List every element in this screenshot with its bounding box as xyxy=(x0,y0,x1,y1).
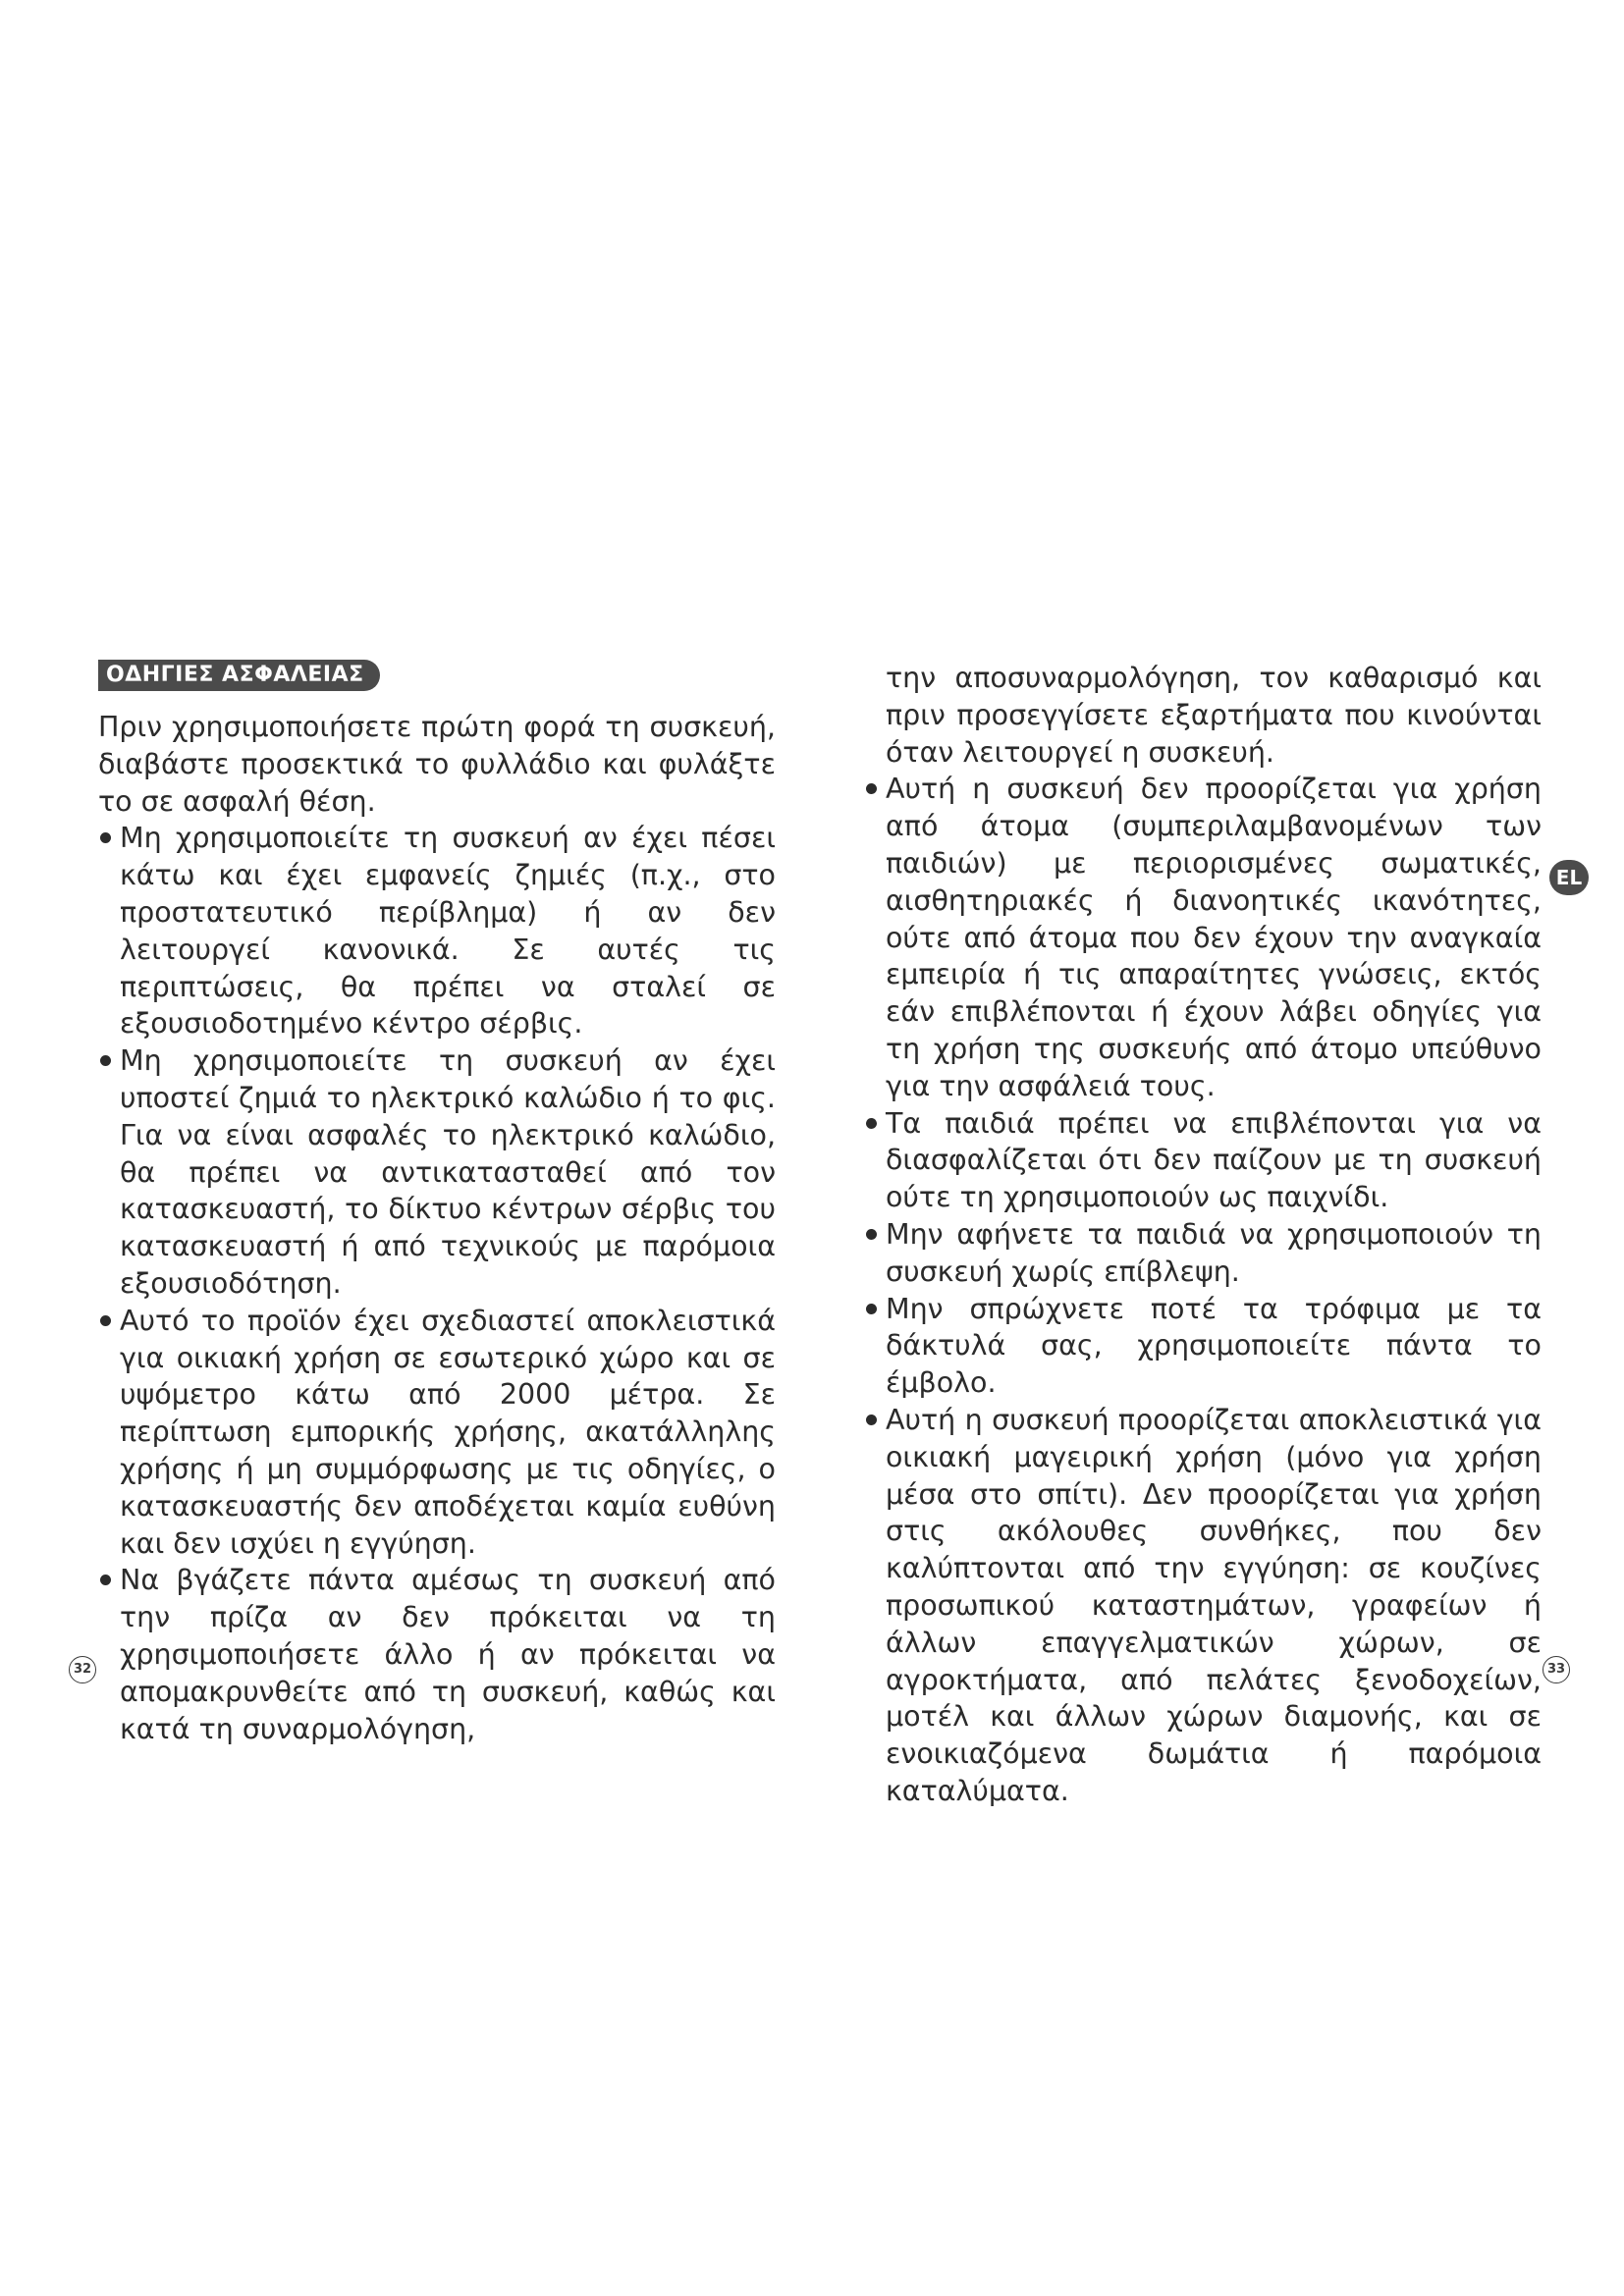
intro-paragraph: Πριν χρησιμοποιήσετε πρώτη φορά τη συσκευή, διαβάστε προσεκτικά το φυλλάδιο και φυλάξτε το σε ασφαλή θέση. xyxy=(98,711,776,818)
list-item: Αυτή η συσκευή δεν προορίζεται για χρήση από άτομα (συμπεριλαμβανομένων των παιδιών) με περιορισμένες σωματικές, αισθητηριακές ή διανοητικές ικανότητες, ούτε από άτομα που δεν έχουν την αναγκαία εμπειρία ή τις απαραίτητες γνώσεις, εκτός εάν επιβλέπονται ή έχουν λάβει οδηγίες για τη χρήση της συσκευής από άτομο υπεύθυνο για την ασφάλειά τους. xyxy=(864,771,1542,1104)
continuation-paragraph: την αποσυναρμολόγηση, τον καθαρισμό και πριν προσεγγίσετε εξαρτήματα που κινούνται όταν λειτουργεί η συσκευή. xyxy=(886,662,1542,769)
list-item: Μη χρησιμοποιείτε τη συσκευή αν έχει πέσει κάτω και έχει εμφανείς ζημιές (π.χ., στο προστατευτικό περίβλημα) ή αν δεν λειτουργεί κανονικά. Σε αυτές τις περιπτώσεις, θα πρέπει να σταλεί σε εξουσιοδοτημένο κέντρο σέρβις. xyxy=(98,820,776,1042)
list-item: Μην αφήνετε τα παιδιά να χρησιμοποιούν τη συσκευή χωρίς επίβλεψη. xyxy=(864,1216,1542,1291)
left-column xyxy=(98,709,776,1747)
list-item: Αυτή η συσκευή προορίζεται αποκλειστικά για οικιακή μαγειρική χρήση (μόνο για χρήση μέσα στο σπίτι). Δεν προορίζεται για χρήση στις ακόλουθες συνθήκες, που δεν καλύπτονται από την εγγύηση: σε κουζίνες προσωπικού καταστημάτων, γραφείων ή άλλων επαγγελματικών χώρων, σε αγροκτήματα, από πελάτες ξενοδοχείων, μοτέλ και άλλων χώρων διαμονής, και σε ενοικιαζόμενα δωμάτια ή παρόμοια καταλύματα. xyxy=(864,1402,1542,1810)
language-tab: EL xyxy=(1549,860,1589,895)
list-item: Μη χρησιμοποιείτε τη συσκευή αν έχει υποστεί ζημιά το ηλεκτρικό καλώδιο ή το φις. Για να είναι ασφαλές το ηλεκτρικό καλώδιο, θα πρέπει να αντικατασταθεί από τον κατασκευαστή, το δίκτυο κέντρων σέρβις του κατασκευαστή ή από τεχνικούς με παρόμοια εξουσιοδότηση. xyxy=(98,1042,776,1303)
right-bullet-list xyxy=(864,771,1542,1809)
list-item: Να βγάζετε πάντα αμέσως τη συσκευή από την πρίζα αν δεν πρόκειται να τη χρησιμοποιήσετε άλλο ή αν πρόκειται να απομακρυνθείτε από τη συσκευή, καθώς και κατά τη συναρμολόγηση, xyxy=(98,1562,776,1747)
left-bullet-list xyxy=(98,820,776,1747)
page-number-right: 33 xyxy=(1543,1656,1570,1683)
list-item: Αυτό το προϊόν έχει σχεδιαστεί αποκλειστικά για οικιακή χρήση σε εσωτερικό χώρο και σε υψόμετρο κάτω από 2000 μέτρα. Σε περίπτωση εμπορικής χρήσης, ακατάλληλης χρήσης ή μη συμμόρφωσης με τις οδηγίες, ο κατασκευαστής δεν αποδέχεται καμία ευθύνη και δεν ισχύει η εγγύηση. xyxy=(98,1303,776,1563)
page-number-left: 32 xyxy=(69,1656,96,1683)
section-heading: ΟΔΗΓΙΕΣ ΑΣΦΑΛΕΙΑΣ xyxy=(98,660,380,691)
list-item: Μην σπρώχνετε ποτέ τα τρόφιμα με τα δάκτυλά σας, χρησιμοποιείτε πάντα το έμβολο. xyxy=(864,1291,1542,1402)
list-item: Τα παιδιά πρέπει να επιβλέπονται για να διασφαλίζεται ότι δεν παίζουν με τη συσκευή ούτε τη χρησιμοποιούν ως παιχνίδι. xyxy=(864,1105,1542,1216)
right-column xyxy=(864,660,1542,1810)
